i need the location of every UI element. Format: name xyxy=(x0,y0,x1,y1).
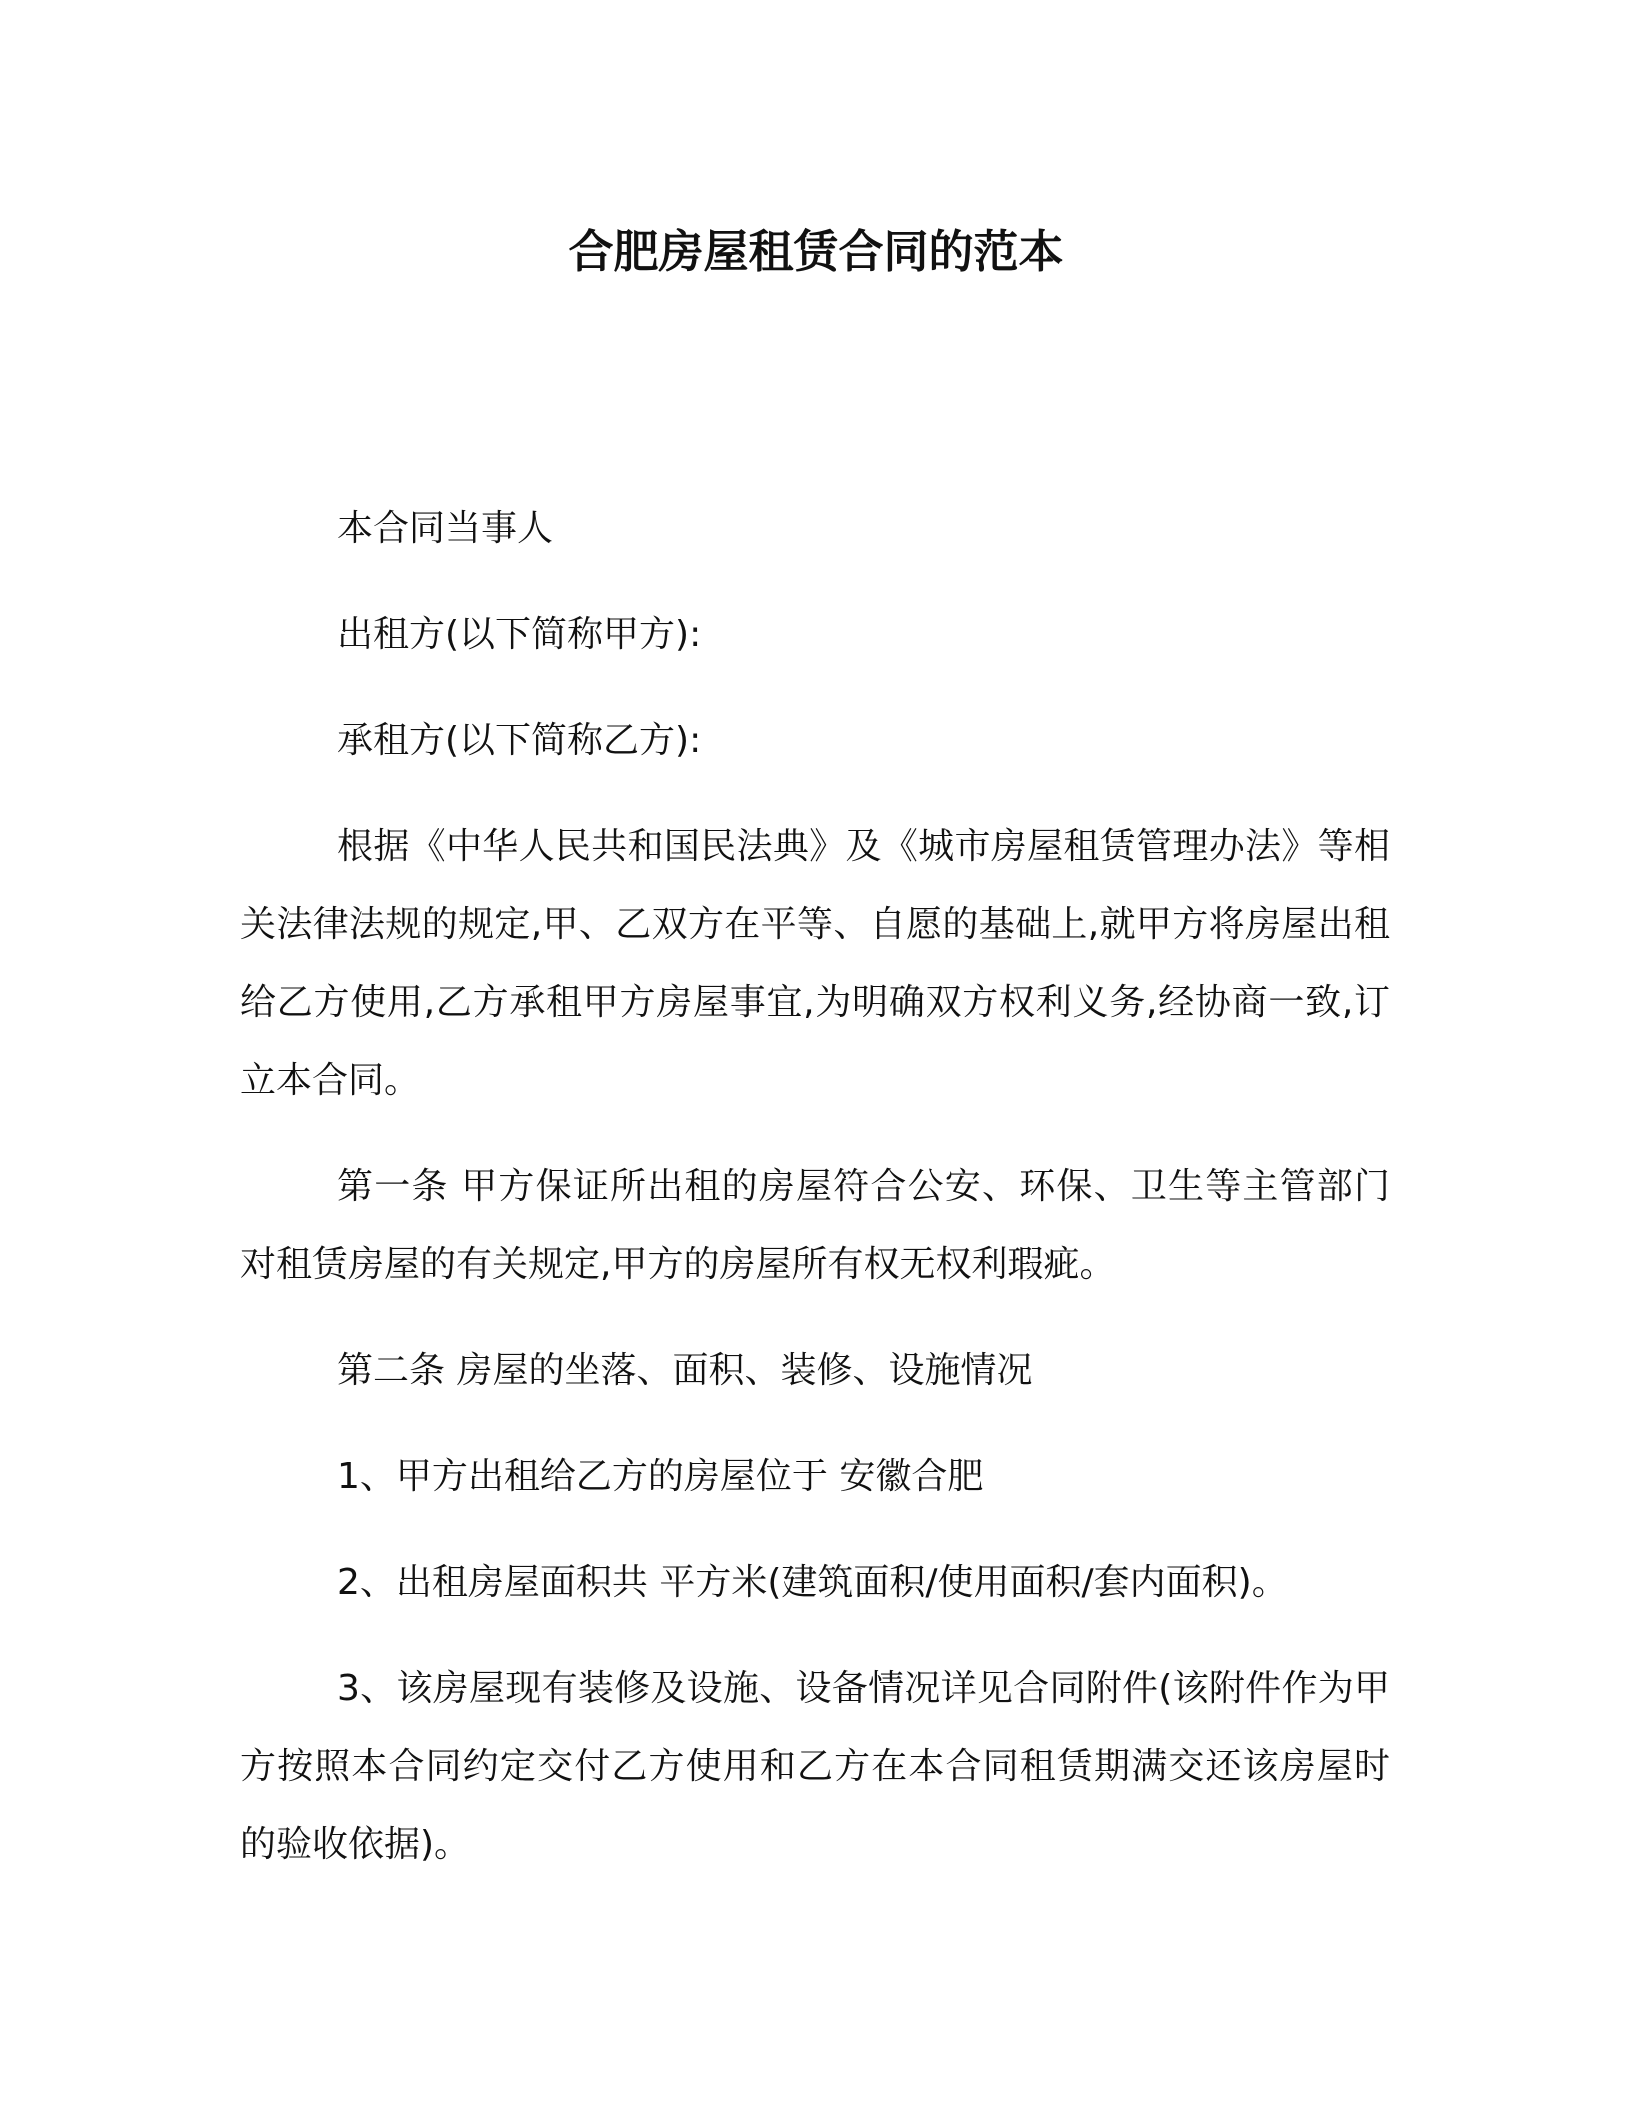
paragraph-article-2-item-2: 2、出租房屋面积共 平方米(建筑面积/使用面积/套内面积)。 xyxy=(337,1562,1288,1603)
paragraph-article-2-item-1: 1、甲方出租给乙方的房屋位于 安徽合肥 xyxy=(337,1456,984,1497)
paragraph-parties-heading: 本合同当事人 xyxy=(337,508,554,549)
paragraph-article-1: 第一条 甲方保证所出租的房屋符合公安、环保、卫生等主管部门对租赁房屋的有关规定,甲方的房屋所有权无权利瑕疵。 xyxy=(240,1166,1390,1285)
document-body xyxy=(240,490,1390,1912)
paragraph-lessor: 出租方(以下简称甲方): xyxy=(337,614,702,655)
document-title: 合肥房屋租赁合同的范本 xyxy=(568,225,1064,278)
paragraph-preamble: 根据《中华人民共和国民法典》及《城市房屋租赁管理办法》等相关法律法规的规定,甲、乙双方在平等、自愿的基础上,就甲方将房屋出租给乙方使用,乙方承租甲方房屋事宜,为明确双方权利义务,经协商一致,订立本合同。 xyxy=(240,826,1390,1101)
paragraph-article-2-heading: 第二条 房屋的坐落、面积、装修、设施情况 xyxy=(337,1350,1033,1391)
paragraph-article-2-item-3: 3、该房屋现有装修及设施、设备情况详见合同附件(该附件作为甲方按照本合同约定交付乙方使用和乙方在本合同租赁期满交还该房屋时的验收依据)。 xyxy=(240,1668,1390,1865)
paragraph-lessee: 承租方(以下简称乙方): xyxy=(337,720,702,761)
